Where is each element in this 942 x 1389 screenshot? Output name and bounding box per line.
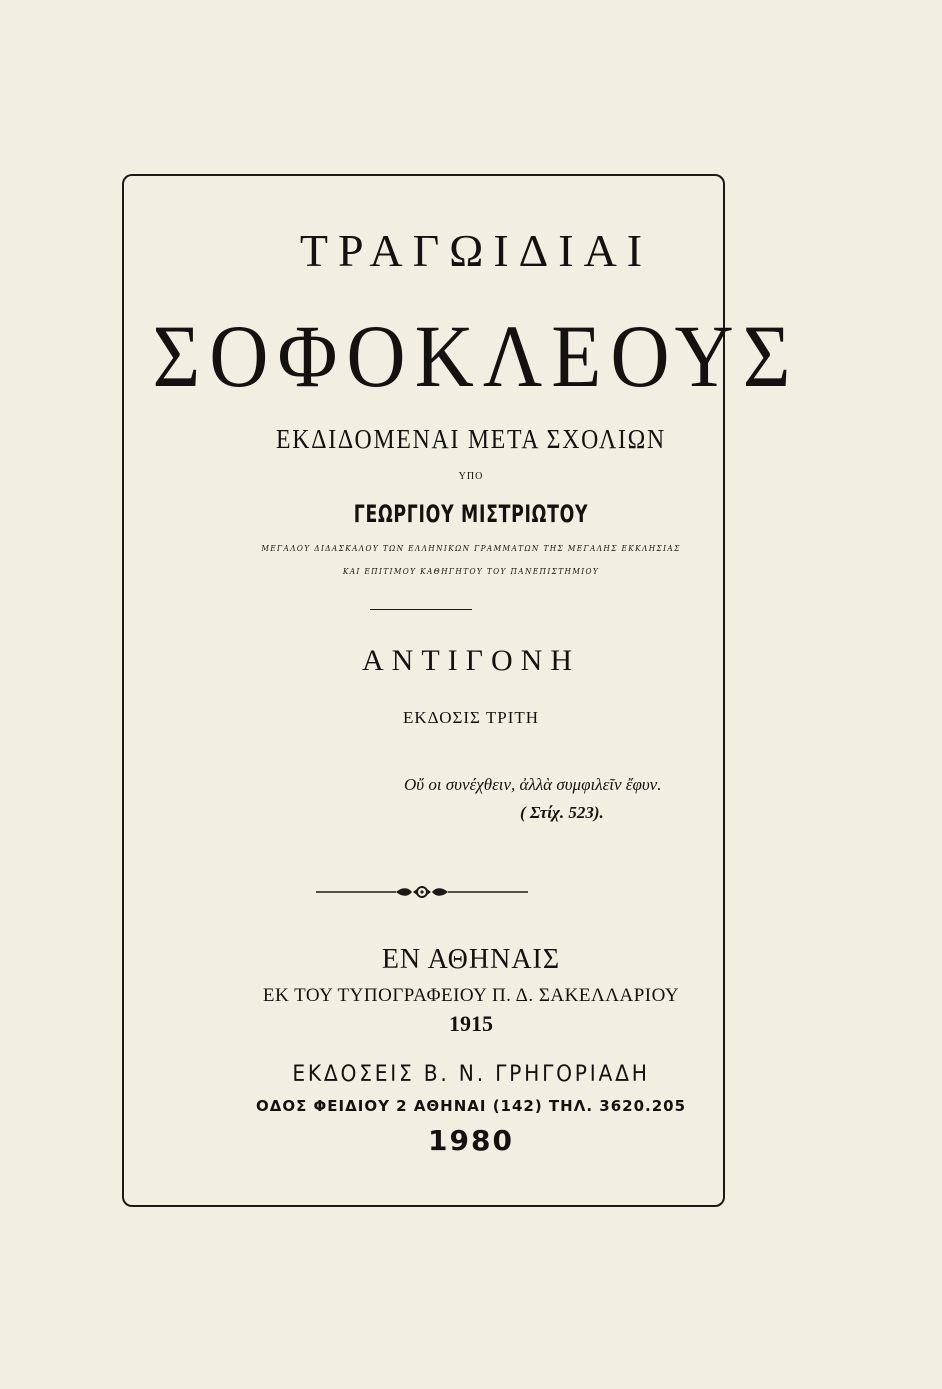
title-line-1: ΤΡΑΓΩΙΔΙΑΙ bbox=[299, 225, 653, 276]
imprint-year: 1915 bbox=[449, 1011, 493, 1036]
ornament-divider-icon bbox=[316, 881, 528, 903]
editor-credit-line-1: ΜΕΓΑΛΟΥ ΔΙΔΑΣΚΑΛΟΥ ΤΩΝ ΕΛΛΗΝΙΚΩΝ ΓΡΑΜΜΑΤΩΝ ΤΗΣ ΜΕΓΑΛΗΣ ΕΚΚΛΗΣΙΑΣ bbox=[261, 544, 681, 553]
reprint-year: 1980 bbox=[428, 1124, 514, 1157]
epigraph-reference: ( Στίχ. 523). bbox=[520, 803, 604, 822]
reprint-publisher: ΕΚΔΟΣΕΙΣ Β. Ν. ΓΡΗΓΟΡΙΑΔΗ bbox=[292, 1062, 650, 1087]
imprint-place: ΕΝ ΑΘΗΝΑΙΣ bbox=[381, 944, 561, 975]
reprint-address: ΟΔΟΣ ΦΕΙΔΙΟΥ 2 ΑΘΗΝΑΙ (142) ΤΗΛ. 3620.205 bbox=[255, 1097, 687, 1115]
epigraph-quote: Οὔ οι συνέχθειν, ἀλλὰ συμφιλεῖν ἔφυν. bbox=[404, 775, 662, 794]
by-label: ΥΠΟ bbox=[458, 471, 484, 482]
editor-credit-line-2: ΚΑΙ ΕΠΙΤΙΜΟΥ ΚΑΘΗΓΗΤΟΥ ΤΟΥ ΠΑΝΕΠΙΣΤΗΜΙΟΥ bbox=[342, 567, 600, 576]
divider-rule bbox=[370, 609, 472, 610]
imprint-printer: ΕΚ ΤΟΥ ΤΥΠΟΓΡΑΦΕΙΟΥ Π. Δ. ΣΑΚΕΛΛΑΡΙΟΥ bbox=[262, 985, 680, 1006]
subtitle: ΕΚΔΙΔΟΜΕΝΑΙ ΜΕΤΑ ΣΧΟΛΙΩΝ bbox=[276, 424, 666, 454]
editor-name: ΓΕΩΡΓΙΟΥ ΜΙΣΤΡΙΩΤΟΥ bbox=[353, 500, 589, 528]
edition-label: ΕΚΔΟΣΙΣ ΤΡΙΤΗ bbox=[402, 708, 540, 727]
play-title: ΑΝΤΙΓΟΝΗ bbox=[362, 644, 580, 677]
title-line-2: ΣΟΦΟΚΛΕΟΥΣ bbox=[152, 307, 800, 406]
